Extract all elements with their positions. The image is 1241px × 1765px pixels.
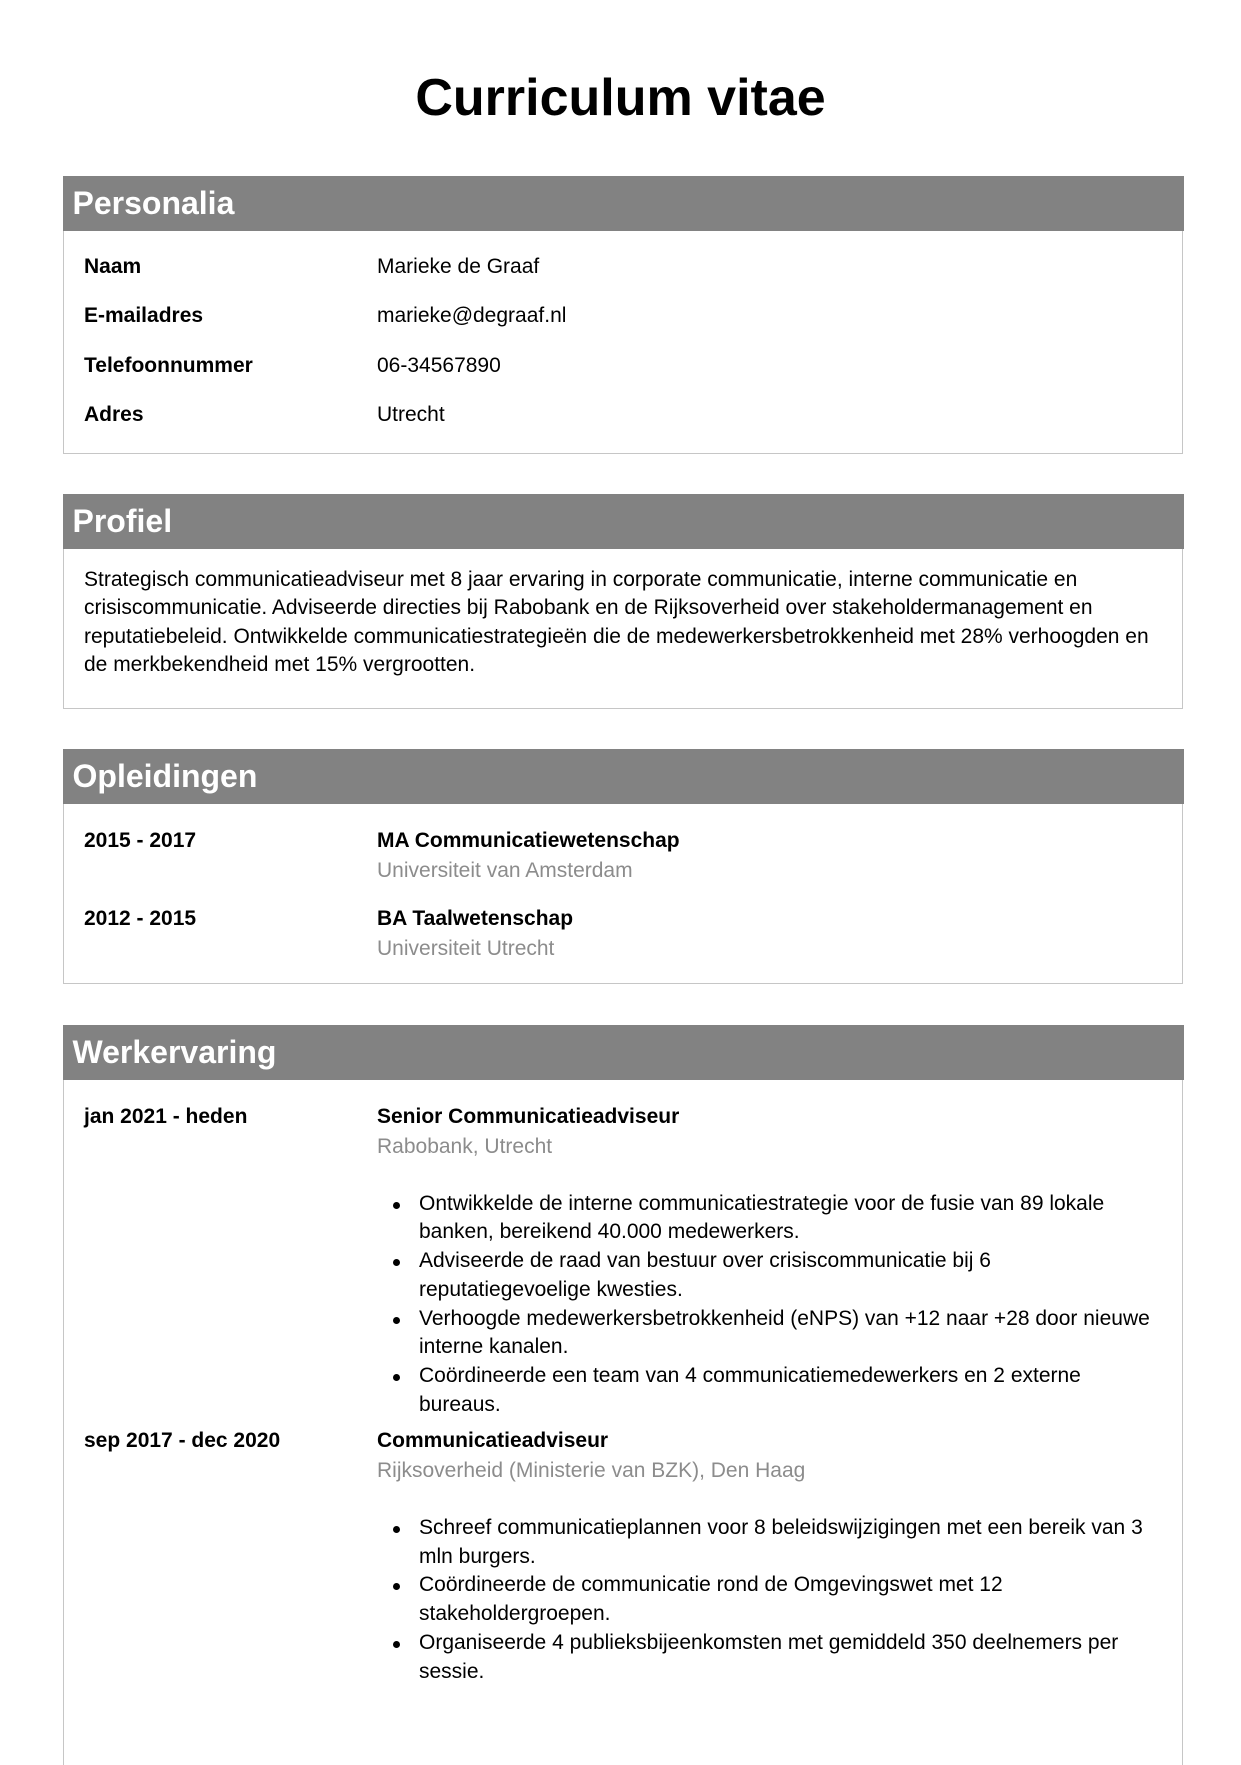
page-title: Curriculum vitae [415, 69, 826, 127]
entry-title: MA Communicatiewetenschap [377, 828, 680, 852]
entry-institution: Universiteit van Amsterdam [377, 858, 633, 882]
list-item: Schreef communicatieplannen voor 8 beleidswijzigingen met een bereik van 3 mln burgers. [377, 1514, 1162, 1572]
entry-title: BA Taalwetenschap [377, 906, 574, 930]
entry-institution: Universiteit Utrecht [377, 936, 555, 960]
entry-employer: Rijksoverheid (Ministerie van BZK), Den Haag [377, 1458, 806, 1482]
section-werkervaring [63, 1025, 1183, 1765]
entry-title: Communicatieadviseur [377, 1428, 609, 1452]
field-label: Telefoonnummer [84, 353, 253, 377]
profile-text: Strategisch communicatieadviseur met 8 jaar ervaring in corporate communicatie, interne communicatie en crisiscommunicatie. Adviseerde directies bij Rabobank en de Rijksoverheid over stakeholdermanagement en reputatiebeleid. Ontwikkelde communicatiestrategieën die de medewerkersbetrokkenheid met 28% verhoogden en de merkbekendheid met 15% vergrootten. [84, 567, 1149, 676]
field-label: Naam [84, 254, 142, 278]
field-value: marieke@degraaf.nl [377, 304, 567, 327]
list-item: Verhoogde medewerkersbetrokkenheid (eNPS) van +12 naar +28 door nieuwe interne kanalen. [377, 1305, 1162, 1363]
field-value: Utrecht [377, 403, 445, 426]
list-item: Adviseerde de raad van bestuur over crisiscommunicatie bij 6 reputatiegevoelige kwesties. [377, 1247, 1162, 1305]
education-entry [64, 826, 1182, 904]
field-row [64, 351, 1182, 401]
work-entry [64, 1102, 1182, 1420]
field-label: E-mailadres [84, 304, 204, 327]
field-label: Adres [84, 403, 144, 426]
entry-period: jan 2021 - heden [84, 1104, 248, 1128]
field-value: Marieke de Graaf [377, 254, 540, 278]
field-value: 06-34567890 [377, 353, 501, 377]
list-item: Coördineerde een team van 4 communicatiemedewerkers en 2 externe bureaus. [377, 1362, 1162, 1420]
list-item: Coördineerde de communicatie rond de Omgevingswet met 12 stakeholdergroepen. [377, 1571, 1162, 1629]
section-heading: Werkervaring [63, 1025, 1184, 1080]
section-personalia [63, 176, 1183, 454]
entry-employer: Rabobank, Utrecht [377, 1134, 553, 1158]
section-heading: Opleidingen [63, 749, 1184, 804]
field-row [64, 252, 1182, 302]
field-row [64, 400, 1182, 450]
achievement-list [377, 1190, 1162, 1420]
education-entry [64, 904, 1182, 982]
field-row [64, 301, 1182, 351]
entry-period: 2015 - 2017 [84, 828, 197, 852]
entry-title: Senior Communicatieadviseur [377, 1104, 680, 1128]
list-item: Ontwikkelde de interne communicatiestrategie voor de fusie van 89 lokale banken, bereikend 40.000 medewerkers. [377, 1190, 1162, 1248]
section-heading: Profiel [63, 494, 1184, 549]
achievement-list [377, 1514, 1162, 1687]
section-profiel [63, 494, 1183, 709]
list-item: Organiseerde 4 publieksbijeenkomsten met gemiddeld 350 deelnemers per sessie. [377, 1629, 1162, 1687]
entry-period: 2012 - 2015 [84, 906, 197, 930]
entry-period: sep 2017 - dec 2020 [84, 1428, 281, 1452]
section-opleidingen [63, 749, 1183, 984]
work-entry [64, 1426, 1182, 1687]
section-heading: Personalia [63, 176, 1184, 231]
